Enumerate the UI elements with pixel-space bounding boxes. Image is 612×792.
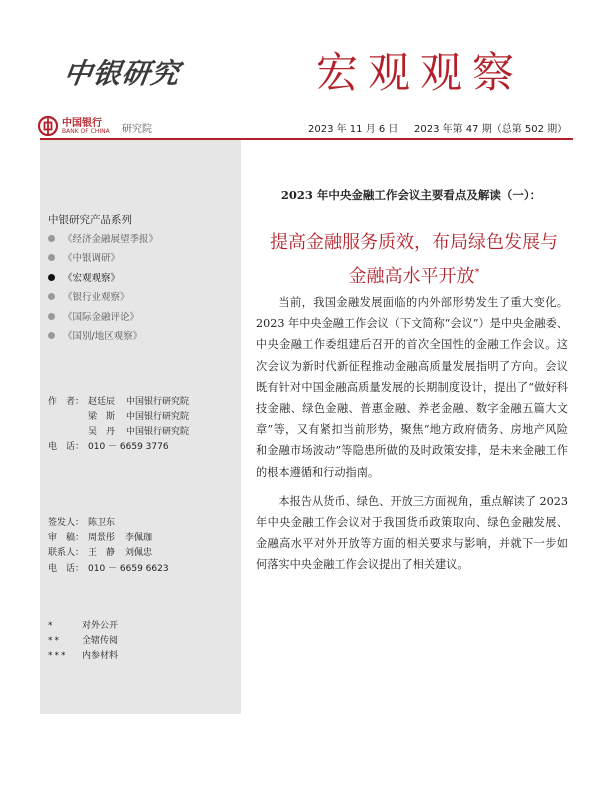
title-line [256,258,572,292]
phone-number: 010 － 6659 6623 [88,563,169,574]
boc-coin-icon [38,116,58,136]
bullet-icon [48,274,55,281]
contact-name: 王 静 [88,548,116,559]
author-name: 赵廷辰 [88,397,116,407]
classification-label: 全辖传阅 [82,636,119,647]
paragraph: 本报告从货币、绿色、开放三方面视角，重点解读了 2023 年中央金融工作会议对于我国货币政策取向、绿色金融发展、金融高水平对外开放等方面的相关要求与影响，并就下一步如何落实中央金融工作会议提出了相关建议。 [256,494,568,572]
paragraph: 当前，我国金融发展面临的内外部形势发生了重大变化。2023 年中央金融工作会议（下文简称“会议”）是中央金融委、中央金融工作委组建后召开的首次全国性的金融工作会议。这次会议为新时代新征程推动金融高质量发展指明了方向。会议既有针对中国金融高质量发展的长期制度设计，提出了“做好科技金融、绿色金融、普惠金融、养老金融、数字金融五篇大文章”等，又有紧扣当前形势，聚焦“地方政府债务、房地产风险和金融市场波动”等隐患所做的及时政策安排，是未来金融工作的根本遵循和行动指南。 [256,296,568,479]
signer-label: 签发人： [48,518,85,528]
bullet-icon [48,254,55,261]
series-item-label: 《国别/地区观察》 [63,330,143,342]
series-item-label: 《银行业观察》 [63,292,130,304]
series-item-label: 《中银调研》 [63,253,121,265]
series-title: 中银研究产品系列 [48,214,132,226]
title-line: 提高金融服务质效，布局绿色发展与 [270,232,558,253]
series-item[interactable] [48,249,158,268]
classification-mark: *** [48,651,68,662]
authors-label: 作 者： [48,397,85,407]
reviewer-name: 李佩珈 [125,533,153,544]
series-list [48,230,158,346]
institute-label: 研究院 [122,124,152,135]
author-block [48,395,189,455]
series-item-active[interactable] [48,269,158,288]
report-date: 2023 年 11 月 6 日 [308,124,399,135]
bullet-icon [48,313,55,320]
title-footnote-mark: * [474,267,480,278]
classification-mark: ** [48,636,61,647]
article-body [256,292,568,576]
series-item-label: 《经济金融展望季报》 [63,234,159,245]
series-item[interactable] [48,327,158,346]
author-name: 梁 斯 [88,412,116,422]
phone-label: 电 话： [48,563,85,574]
classification-label: 内参材料 [82,651,119,662]
bank-of-china-logo [38,114,118,140]
bullet-icon [48,293,55,300]
classification-mark: * [48,621,55,631]
author-org: 中国银行研究院 [126,412,190,422]
publication-title: 宏观观察 [316,48,525,97]
author-org: 中国银行研究院 [126,397,190,407]
contact-label: 联系人： [48,548,85,559]
brand-script-logo: 中银研究 [61,57,183,90]
classification-legend [48,619,118,665]
logo-name-cn: 中国银行 [62,118,102,129]
approval-block [48,516,169,577]
title-line-text: 金融高水平开放 [348,266,475,287]
phone-label: 电 话： [48,442,85,452]
series-item[interactable] [48,230,158,249]
contact-name: 刘佩忠 [125,548,153,559]
article-title [256,228,572,292]
series-item-label: 《宏观观察》 [63,272,121,284]
issue-number: 2023 年第 47 期（总第 502 期） [414,124,568,135]
logo-name-en: BANK OF CHINA [62,128,110,135]
author-org: 中国银行研究院 [126,427,190,437]
bullet-icon [48,235,55,242]
reviewer-name: 周景彤 [88,533,116,544]
signer-name: 陈卫东 [88,518,116,528]
article-subtitle: 2023 年中央金融工作会议主要看点及解读（一）： [280,188,542,202]
phone-number: 010 － 6659 3776 [88,442,169,452]
bullet-icon [48,332,55,339]
series-item[interactable] [48,288,158,307]
author-name: 吴 丹 [88,427,116,437]
series-item[interactable] [48,308,158,327]
series-item-label: 《国际金融评论》 [63,311,140,323]
reviewer-label: 审 稿： [48,533,85,544]
classification-label: 对外公开 [82,621,119,631]
